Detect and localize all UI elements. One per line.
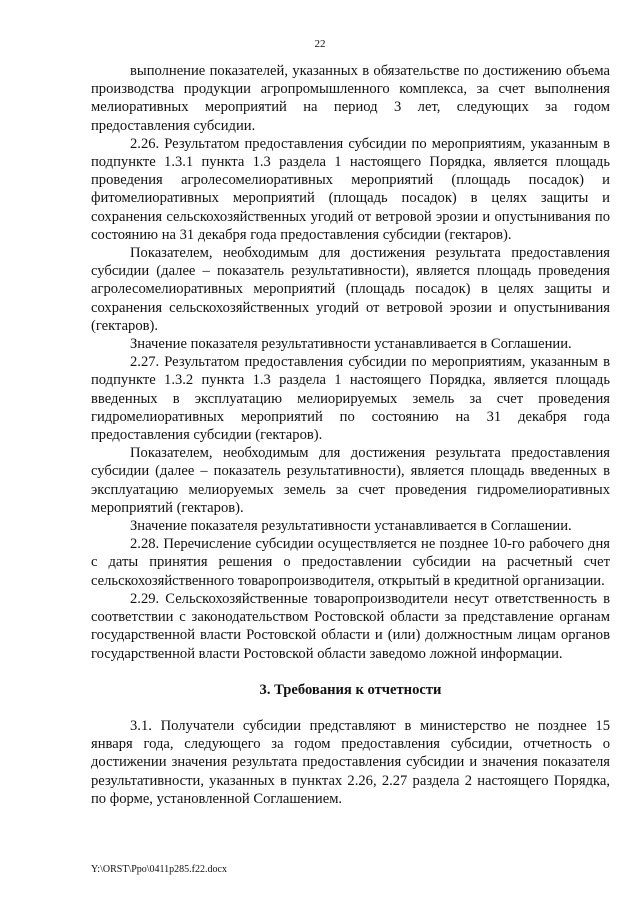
paragraph-3-1: 3.1. Получатели субсидии представляют в министерство не позднее 15 января года, следующего за годом предоставления субсидии, отчетность о достижении значения результата предоставления субсидии и значения показателя результативности, указанных в пунктах 2.26, 2.27 раздела 2 настоящего Порядка, по форме, установленной Соглашением. <box>91 717 610 807</box>
paragraph-continuation: выполнение показателей, указанных в обязательстве по достижению объема производства продукции агропромышленного комплекса, за счет выполнения мелиоративных мероприятий на период 3 лет, следующих за годом предоставления субсидии. <box>91 63 610 134</box>
document-body <box>91 62 610 808</box>
page-number: 22 <box>314 38 326 50</box>
paragraph-2-27: 2.27. Результатом предоставления субсидии по мероприятиям, указанным в подпункте 1.3.2 пункта 1.3 раздела 1 настоящего Порядка, является площадь введенных в эксплуатацию мелиорируемых земель за счет проведения гидромелиоративных мероприятий по состоянию на 31 декабря года предоставления субсидии (гектаров). <box>91 354 610 444</box>
paragraph-2-26: 2.26. Результатом предоставления субсидии по мероприятиям, указанным в подпункте 1.3.1 пункта 1.3 раздела 1 настоящего Порядка, является площадь проведения агролесомелиоративных мероприятий (площадь посадок) и фитомелиоративных мероприятий (площадь посадок) в целях защиты и сохранения сельскохозяйственных угодий от ветровой эрозии и опустынивания по состоянию на 31 декабря года предоставления субсидии (гектаров). <box>91 135 610 243</box>
footer-file-path: Y:\ORST\Ppo\0411p285.f22.docx <box>91 864 227 875</box>
paragraph-2-29: 2.29. Сельскохозяйственные товаропроизводители несут ответственность в соответствии с законодательством Ростовской области за представление органам государственной власти Ростовской области и (или) должностным лицам органов государственной власти Ростовской области заведомо ложной информации. <box>91 590 610 662</box>
paragraph-indicator-2-27: Показателем, необходимым для достижения результата предоставления субсидии (далее – показатель результативности), является площадь введенных в эксплуатацию мелиоруемых земель за счет проведения гидромелиоративных мероприятий (гектаров). <box>91 445 610 516</box>
paragraph-indicator-value-2-26: Значение показателя результативности устанавливается в Соглашении. <box>130 336 572 353</box>
section-heading: 3. Требования к отчетности <box>259 681 442 698</box>
paragraph-2-28: 2.28. Перечисление субсидии осуществляется не позднее 10-го рабочего дня с даты принятия решения о предоставлении субсидии на расчетный счет сельскохозяйственного товаропроизводителя, открытый в кредитной организации. <box>91 536 610 589</box>
paragraph-indicator-value-2-27: Значение показателя результативности устанавливается в Соглашении. <box>130 518 572 535</box>
paragraph-indicator-2-26: Показателем, необходимым для достижения результата предоставления субсидии (далее – показатель результативности), является площадь проведения агролесомелиоративных мероприятий (площадь посадок) в целях защиты и сохранения сельскохозяйственных угодий от ветровой эрозии и опустынивания (гектаров). <box>91 245 610 334</box>
